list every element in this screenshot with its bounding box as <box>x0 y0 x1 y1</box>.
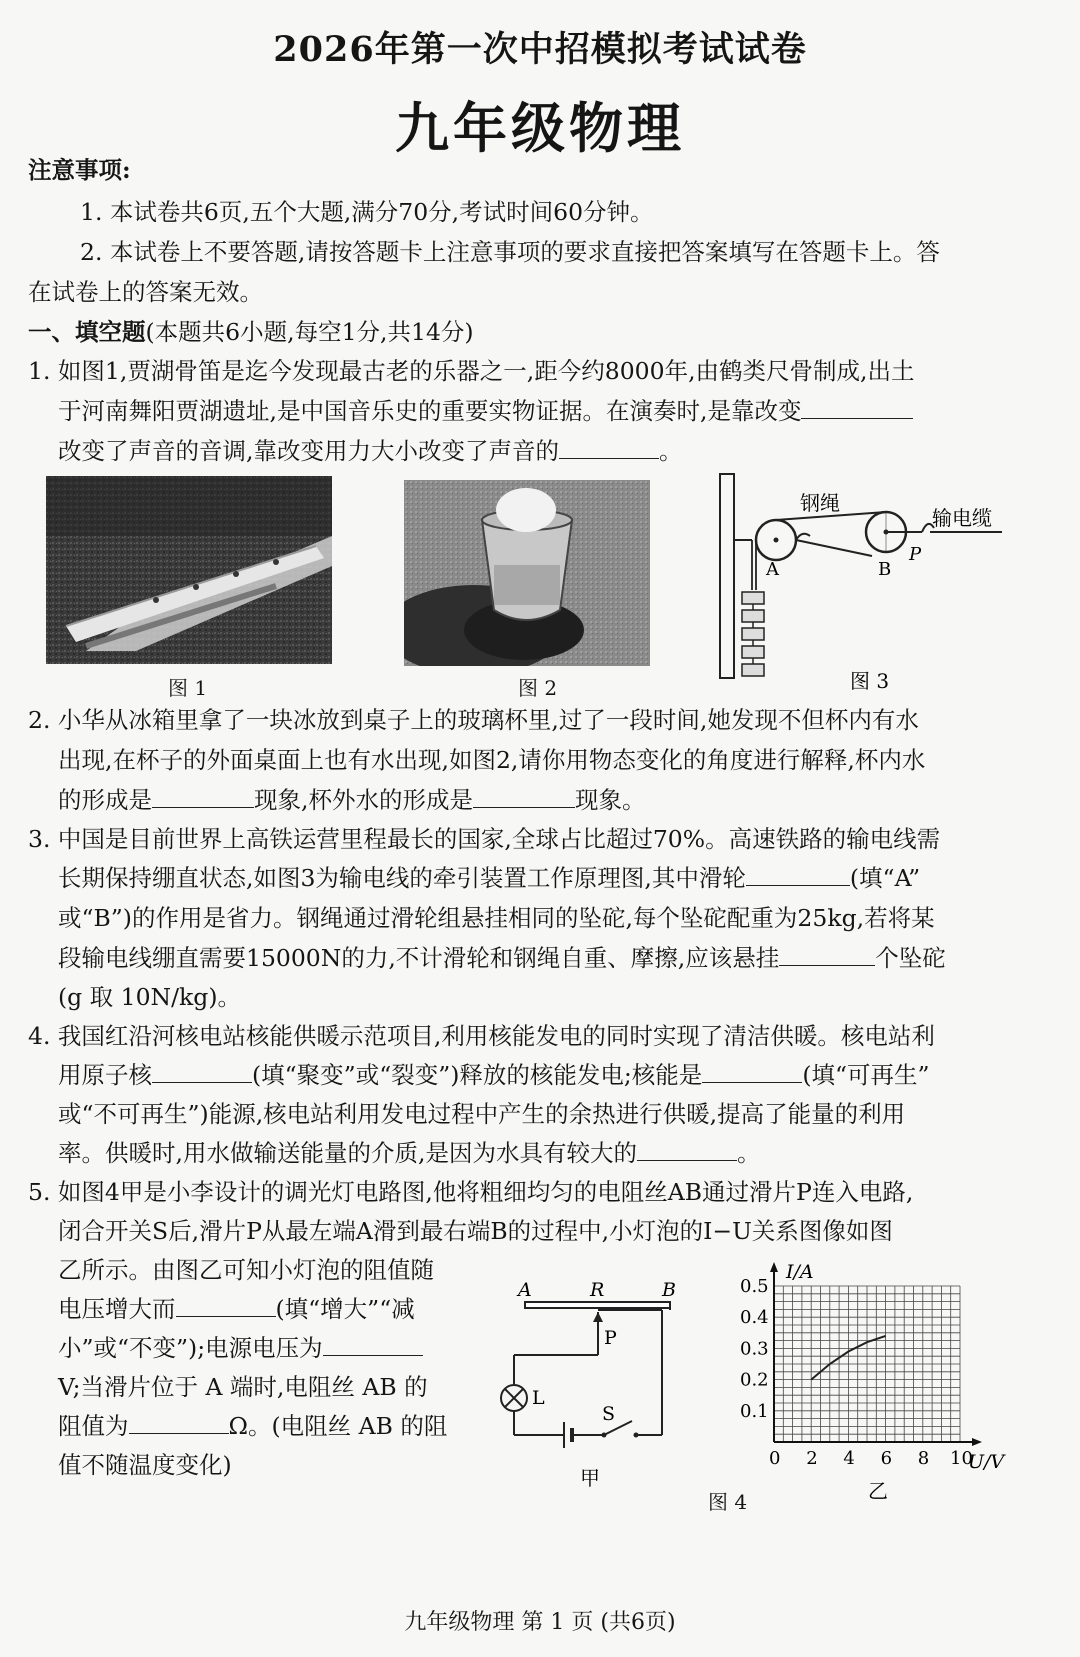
q2-line3-a: 的形成是 <box>58 786 152 814</box>
figure-3-pulley-diagram <box>712 470 1012 695</box>
figure-2-ice-glass-photo <box>404 480 650 666</box>
q5-line7-a: 阻值为 <box>58 1412 129 1440</box>
q3-line4 <box>58 941 946 975</box>
q5-blank-2 <box>323 1333 423 1356</box>
figure-1-caption: 图 1 <box>168 676 208 700</box>
q4-line4 <box>58 1136 760 1170</box>
x-tick-label: 2 <box>806 1448 818 1469</box>
q5-line7 <box>58 1409 447 1443</box>
notice-heading: 注意事项: <box>28 156 131 184</box>
q4-line4-b: 。 <box>736 1139 761 1167</box>
q3-blank-1 <box>746 863 850 886</box>
notice-item-2b: 在试卷上的答案无效。 <box>28 278 263 306</box>
q2-blank-2 <box>473 785 575 808</box>
fig3-label-a: A <box>766 559 779 580</box>
q3-line4-b: 个坠砣 <box>875 944 946 972</box>
x-tick-label: 0 <box>769 1448 781 1469</box>
y-tick-label: 0.1 <box>740 1400 769 1422</box>
y-tick-label: 0.2 <box>740 1369 769 1391</box>
fig4-jia-label: 甲 <box>580 1466 600 1490</box>
x-tick-label: 6 <box>880 1448 893 1469</box>
x-axis-arrow <box>972 1438 982 1446</box>
y-tick-label: 0.4 <box>740 1307 769 1329</box>
q5-line5 <box>58 1331 423 1365</box>
ice-glass-image <box>404 480 650 666</box>
fig3-label-p: P <box>909 544 922 565</box>
q2-line3 <box>58 783 645 817</box>
q3-line4-a: 段输电线绷直需要15000N的力,不计滑轮和钢绳自重、摩擦,应该悬挂 <box>58 944 780 972</box>
q4-line2 <box>58 1058 930 1092</box>
fig4-label-a: A <box>518 1280 532 1301</box>
q3-line2 <box>58 861 920 895</box>
figure-4-caption: 图 4 <box>708 1490 748 1514</box>
fig4-label-l: L <box>532 1387 545 1409</box>
q5-blank-1 <box>176 1294 276 1317</box>
exam-title: 2026年第一次中招模拟考试试卷 <box>273 29 807 70</box>
q4-line4-a: 率。供暖时,用水做输送能量的介质,是因为水具有较大的 <box>58 1139 637 1167</box>
page-footer: 九年级物理 第 1 页 (共6页) <box>404 1610 676 1635</box>
q3-line1: 3. 中国是目前世界上高铁运营里程最长的国家,全球占比超过70%。高速铁路的输电线需 <box>28 825 941 853</box>
figure-3-caption: 图 3 <box>850 669 890 693</box>
q1-line3-text: 改变了声音的音调,靠改变用力大小改变了声音的 <box>58 437 559 465</box>
q5-line7-b: Ω。(电阻丝 AB 的阻 <box>228 1412 448 1440</box>
fig3-rope-label: 钢绳 <box>800 491 840 515</box>
q5-blank-3 <box>129 1411 229 1434</box>
q3-line2-a: 长期保持绷直状态,如图3为输电线的牵引装置工作原理图,其中滑轮 <box>58 864 746 892</box>
q2-line3-b: 现象,杯外水的形成是 <box>254 786 473 814</box>
q2-line1: 2. 小华从冰箱里拿了一块冰放到桌子上的玻璃杯里,过了一段时间,她发现不但杯内有水 <box>28 706 919 734</box>
fig3-pole <box>720 474 734 678</box>
q1-line2 <box>58 394 913 428</box>
y-tick-label: 0.5 <box>740 1276 769 1297</box>
q4-blank-1 <box>152 1060 252 1083</box>
subject-title: 九年级物理 <box>395 96 685 160</box>
section1-title: 一、填空题 <box>28 318 146 346</box>
q2-blank-1 <box>152 785 254 808</box>
q1-line1: 1. 如图1,贾湖骨笛是迄今发现最古老的乐器之一,距今约8000年,由鹤类尺骨制成,出土 <box>28 357 915 385</box>
figure-1-bone-flute-photo <box>46 476 332 664</box>
q4-line2-c: (填“可再生” <box>802 1061 930 1089</box>
section1-note: (本题共6小题,每空1分,共14分) <box>145 318 474 346</box>
figure-4a-circuit-diagram <box>490 1280 700 1500</box>
chart-x-axis-label: U/V <box>968 1451 1005 1473</box>
x-tick-label: 4 <box>843 1448 855 1469</box>
fig4-label-r: R <box>590 1280 605 1301</box>
q5-line5-a: 小”或“不变”);电源电压为 <box>58 1334 323 1362</box>
q5-line4-a: 电压增大而 <box>58 1295 176 1323</box>
y-tick-label: 0.3 <box>740 1338 769 1360</box>
bone-flute-image <box>46 476 332 664</box>
fig3-cable-label: 输电缆 <box>932 506 992 530</box>
section1-heading <box>28 315 474 349</box>
q5-line1: 5. 如图4甲是小李设计的调光灯电路图,他将粗细均匀的电阻丝AB通过滑片P连入电路, <box>28 1178 914 1206</box>
q1-line3-end: 。 <box>658 437 683 465</box>
q5-line8: 值不随温度变化) <box>58 1451 232 1479</box>
q3-line2-b: (填“A” <box>849 864 921 892</box>
q4-line2-b: (填“聚变”或“裂变”)释放的核能发电;核能是 <box>252 1061 703 1089</box>
figure-2-caption: 图 2 <box>518 676 558 700</box>
q4-line2-a: 用原子核 <box>58 1061 152 1089</box>
q3-blank-2 <box>779 943 875 966</box>
q1-blank-2 <box>559 436 659 459</box>
q4-line1: 4. 我国红沿河核电站核能供暖示范项目,利用核能发电的同时实现了清洁供暖。核电站利 <box>28 1022 935 1050</box>
q4-blank-2 <box>702 1060 802 1083</box>
q5-line3: 乙所示。由图乙可知小灯泡的阻值随 <box>58 1256 434 1284</box>
fig4-label-b: B <box>662 1280 676 1301</box>
y-axis-arrow <box>770 1262 778 1272</box>
q4-line3: 或“不可再生”)能源,核电站利用发电过程中产生的余热进行供暖,提高了能量的利用 <box>58 1100 906 1128</box>
x-tick-label: 10 <box>950 1448 973 1469</box>
q4-blank-3 <box>637 1138 737 1161</box>
q5-line6: V;当滑片位于 A 端时,电阻丝 AB 的 <box>58 1373 428 1401</box>
q1-blank-1 <box>801 396 913 419</box>
q3-line5: (g 取 10N/kg)。 <box>58 983 241 1011</box>
chart-y-axis-label: I/A <box>786 1261 814 1283</box>
x-tick-label: 8 <box>917 1448 930 1469</box>
notice-item-2a: 2. 本试卷上不要答题,请按答题卡上注意事项的要求直接把答案填写在答题卡上。答 <box>80 238 940 266</box>
q5-line4 <box>58 1292 415 1326</box>
figure-4b-iu-chart <box>730 1250 1020 1530</box>
q2-line2: 出现,在杯子的外面桌面上也有水出现,如图2,请你用物态变化的角度进行解释,杯内水 <box>58 746 926 774</box>
q1-line2-text: 于河南舞阳贾湖遗址,是中国音乐史的重要实物证据。在演奏时,是靠改变 <box>58 397 802 425</box>
notice-item-1: 1. 本试卷共6页,五个大题,满分70分,考试时间60分钟。 <box>80 198 654 226</box>
q5-line2: 闭合开关S后,滑片P从最左端A滑到最右端B的过程中,小灯泡的I−U关系图像如图 <box>58 1217 893 1245</box>
fig4-label-s: S <box>602 1403 616 1425</box>
q1-line3 <box>58 434 682 468</box>
fig3-label-b: B <box>878 559 892 580</box>
q3-line3: 或“B”)的作用是省力。钢绳通过滑轮组悬挂相同的坠砣,每个坠砣配重为25kg,若将某 <box>58 904 935 932</box>
q5-line4-b: (填“增大”“减 <box>275 1295 415 1323</box>
fig4-label-p: P <box>604 1327 617 1349</box>
chart-grid <box>774 1286 960 1442</box>
fig4-yi-label: 乙 <box>868 1479 888 1503</box>
q2-line3-c: 现象。 <box>574 786 646 814</box>
fig4-resistor-ab <box>525 1302 670 1308</box>
